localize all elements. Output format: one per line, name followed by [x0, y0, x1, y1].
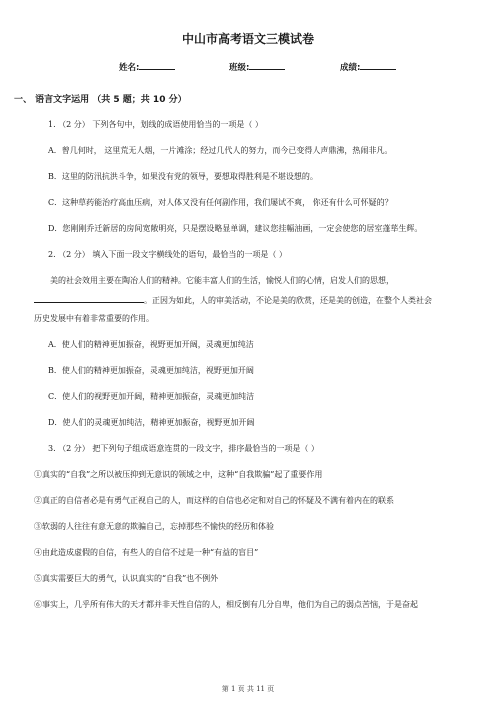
question-2-option-d: D．使人们的灵魂更加纯洁，精神更加振奋，视野更加开阔	[48, 418, 255, 427]
question-2-passage-line-2	[34, 295, 432, 306]
score-field	[340, 61, 396, 73]
class-blank	[249, 61, 285, 70]
answer-blank	[34, 295, 144, 303]
question-2-passage-line-2-text: 。正因为如此，人的审美活动，不论是美的欣赏，还是美的创造，在整个人类社会	[144, 296, 432, 305]
question-2-stem: 2. （2 分） 填入下面一段文字横线处的语句，最恰当的一项是（ ）	[48, 250, 287, 259]
question-3-item-3: ③软弱的人往往有意无意的欺骗自己，忘掉那些不愉快的经历和体验	[34, 522, 274, 531]
class-field	[229, 61, 285, 73]
question-1-option-a: A．曾几何时， 这里荒无人烟，一片滩涂；经过几代人的努力，而今已变得人声鼎沸，热闹非凡。	[48, 146, 393, 155]
question-2-passage-line-3: 历史发展中有着非常重要的作用。	[34, 314, 154, 323]
student-info-row	[0, 61, 496, 73]
page-title: 中山市高考语文三模试卷	[181, 32, 314, 46]
question-2-passage-line-1: 美的社会效用主要在陶冶人们的精神。它能丰富人们的生活，愉悦人们的心情，启发人们的思想，	[50, 276, 394, 285]
question-3-stem: 3. （2 分） 把下列句子组成语意连贯的一段文字，排序最恰当的一项是（ ）	[48, 444, 319, 453]
question-2-option-c: C．使人们的视野更加开阔，精神更加振奋，灵魂更加纯洁	[48, 392, 255, 401]
name-blank	[139, 61, 175, 70]
question-1-option-d: D．您刚刚乔迁新居的房间宽敞明亮，只是摆设略显单调，建议您挂幅油画，一定会使您的居室蓬荜生辉。	[48, 224, 423, 233]
name-field	[119, 61, 175, 73]
page-footer: 第 1 页 共 11 页	[221, 685, 275, 693]
question-3-item-6: ⑥事实上，几乎所有伟大的天才都并非天性自信的人，相反倒有几分自卑，他们为自己的弱点苦恼，于是奋起	[34, 600, 418, 609]
section-heading: 一、 语言文字运用 （共 5 题；共 10 分）	[14, 95, 187, 105]
class-label: 班级:	[229, 63, 250, 73]
question-3-item-4: ④由此造成虚假的自信，有些人的自信不过是一种“有益的盲目”	[34, 548, 259, 557]
question-2-option-a: A．使人们的精神更加振奋，视野更加开阔，灵魂更加纯洁	[48, 340, 254, 349]
question-3-item-5: ⑤真实需要巨大的勇气，认识真实的“自我”也不例外	[34, 574, 219, 583]
question-1-stem: 1. （2 分） 下列各句中，划线的成语使用恰当的一项是（ ）	[48, 120, 263, 129]
name-label: 姓名:	[119, 63, 140, 73]
score-blank	[360, 61, 396, 70]
score-label: 成绩:	[340, 63, 361, 73]
question-3-item-1: ①真实的“自我”之所以被压抑到无意识的领域之中，这种“自我欺骗”起了重要作用	[34, 470, 323, 479]
question-1-option-c: C．这种草药能治疗高血压病，对人体又没有任何副作用，我们屡试不爽， 你还有什么可怀疑的？	[48, 198, 393, 207]
question-2-option-b: B．使人们的精神更加振奋，灵魂更加纯洁，视野更加开阔	[48, 366, 254, 375]
question-3-item-2: ②真正的自信者必是有勇气正视自己的人，而这样的自信也必定和对自己的怀疑及不满有着内在的联系	[34, 496, 394, 505]
question-1-option-b: B．这里的防汛抗洪斗争，如果没有党的领导，要想取得胜利是不堪设想的。	[48, 172, 318, 181]
